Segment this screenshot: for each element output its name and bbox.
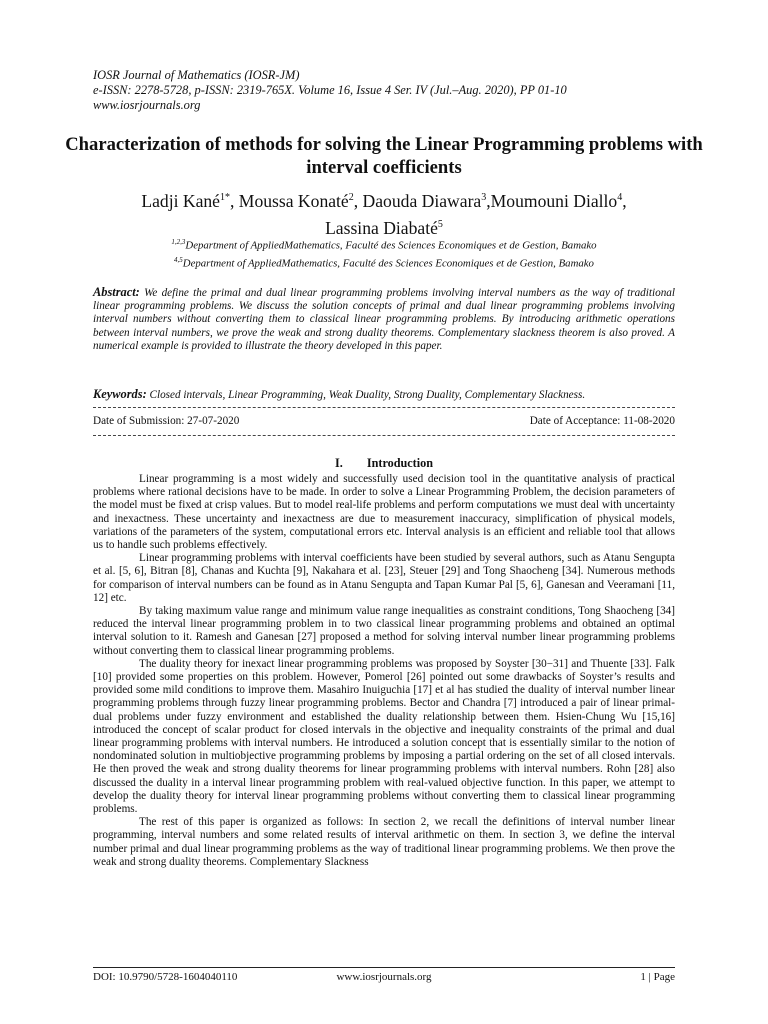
abstract-label: Abstract: [93, 285, 140, 299]
paper-title: Characterization of methods for solving the Linear Programming problems with interval coefficients [65, 134, 703, 178]
author-superscript: 3 [481, 192, 487, 203]
paragraph: Linear programming is a most widely and successfully used decision tool in the quantitative analysis of practical problems where rational decisions have to be made. In order to solve a Linear Programming Problem, the decision parameters of the model must be fixed at crisp values. But to model real-life problems and perform computations we must deal with uncertainty and inexactness. These uncertainty and inexactness are due to measurement inaccuracy, simplification of physical models, variations of the parameters of the system, computational errors etc. Interval analysis is an efficient and reliable tool that allows us to handle such problems effectively. [93, 473, 675, 552]
page-footer [93, 970, 675, 984]
author-superscript: 2 [348, 192, 354, 203]
author-name: Daouda Diawara [362, 190, 482, 211]
author-name: Lassina Diabaté [325, 217, 438, 238]
dates-row [93, 414, 675, 428]
affiliation-superscript: 1,2,3 [171, 238, 186, 246]
section-title: Introduction [366, 456, 434, 470]
author-name: Moussa Konaté [238, 190, 349, 211]
author-separator: , [230, 190, 239, 211]
author-name: Moumouni Diallo [490, 190, 618, 211]
affiliation-text: Department of AppliedMathematics, Faculté des Sciences Economiques et de Gestion, Bamako [185, 239, 597, 252]
author-superscript: 4 [617, 192, 623, 203]
journal-name: IOSR Journal of Mathematics (IOSR-JM) [93, 68, 300, 82]
author-separator: , [622, 190, 627, 211]
affiliation-line [60, 253, 708, 271]
author-list [60, 186, 708, 240]
author-separator: , [353, 190, 363, 211]
keywords-label: Keywords: [93, 387, 147, 401]
dashed-divider [93, 407, 675, 408]
body-text [93, 473, 675, 869]
dashed-divider [93, 435, 675, 436]
abstract-text: We define the primal and dual linear programming problems involving interval numbers as the way of traditional linear programming problems. We discuss the solution concepts of primal and dual linear programming problems involving interval numbers without converting them to classical linear programming problems. By introducing arithmetic operations between interval numbers, we prove the weak and strong duality theorems. Complementary slackness theorem is also proved. A numerical example is provided to illustrate the theory developed in this paper. [93, 287, 675, 352]
acceptance-date: Date of Acceptance: 11-08-2020 [529, 415, 675, 427]
affiliation-line [60, 235, 708, 253]
affiliation-superscript: 4,5 [174, 255, 183, 264]
journal-website: www.iosrjournals.org [93, 98, 201, 112]
journal-header [93, 68, 683, 113]
footer-divider [93, 967, 675, 968]
section-heading [93, 456, 675, 471]
journal-issn: e-ISSN: 2278-5728, p-ISSN: 2319-765X. Volume 16, Issue 4 Ser. IV (Jul.–Aug. 2020), PP 01-10 [93, 83, 567, 97]
affiliation-text: Department of AppliedMathematics, Faculté des Sciences Economiques et de Gestion, Bamako [182, 257, 594, 270]
paragraph: The rest of this paper is organized as follows: In section 2, we recall the definitions of interval number linear programming, interval numbers and some related results of interval arithmetic on them. In section 3, we define the interval number primal and dual linear programming problems as the way of traditional linear programming problems. We then prove the weak and strong duality theorems. Complementary Slackness [93, 816, 675, 868]
author-name: Ladji Kané [141, 190, 220, 211]
doi: DOI: 10.9790/5728-1604040110 [93, 971, 238, 983]
author-superscript: 1* [220, 192, 230, 203]
paragraph: The duality theory for inexact linear programming problems was proposed by Soyster [30−31] and Thuente [33]. Falk [10] provided some properties on this problem. However, Pomerol [26] pointed out some drawbacks of Soyster’s results and provided some mild conditions to improve them. Masahiro Inuiguchia [17] et al has studied the duality of interval number linear programming problems through fuzzy linear programming problems. Bector and Chandra [7] introduced a pair of linear primal-dual problems under fuzzy environment and established the duality relationship between them. Hsien-Chung Wu [15,16] introduced the concept of scalar product for closed intervals in the objective and inequality constraints of the primal and dual linear programming problems with interval numbers. He introduced a solution concept that is essentially similar to the notion of nondominated solution in multiobjective programming problems by imposing a partial ordering on the set of all closed intervals. He then proved the weak and strong duality theorems for linear programming problems with interval numbers. Rohn [28] also discussed the duality in a interval linear programming problem with real-valued objective function. In this paper, we attempt to develop the duality theory for interval linear programming problems without converting them to classical linear programming problems. [93, 657, 675, 816]
author-superscript: 5 [437, 218, 443, 230]
paragraph: By taking maximum value range and minimum value range inequalities as constraint conditions, Tong Shaocheng [34] reduced the interval linear programming problem in to two classical linear programming problems and obtained an optimal interval solution to it. Ramesh and Ganesan [27] proposed a method for solving interval number linear programming problems without converting them to classical linear programming problems. [93, 605, 675, 657]
section-number: I. [334, 456, 343, 470]
keywords-text: Closed intervals, Linear Programming, Weak Duality, Strong Duality, Complementary Slackness. [149, 389, 586, 401]
affiliations [60, 235, 708, 270]
author-separator: , [486, 190, 491, 211]
paragraph: Linear programming problems with interval coefficients have been studied by several authors, such as Atanu Sengupta et al. [5, 6], Bitran [8], Chanas and Kuchta [9], Nakahara et al. [23], Steuer [29] and Tong Shaocheng [34]. Numerous methods for comparison of interval numbers can be found as in Atanu Sengupta and Tapan Kumar Pal [5, 6], Ganesan and Veeramani [11, 12] etc. [93, 552, 675, 604]
keywords [93, 387, 675, 402]
page-number: 1 | Page [640, 971, 675, 983]
footer-website: www.iosrjournals.org [336, 971, 432, 983]
submission-date: Date of Submission: 27-07-2020 [93, 415, 240, 427]
abstract [93, 286, 675, 353]
